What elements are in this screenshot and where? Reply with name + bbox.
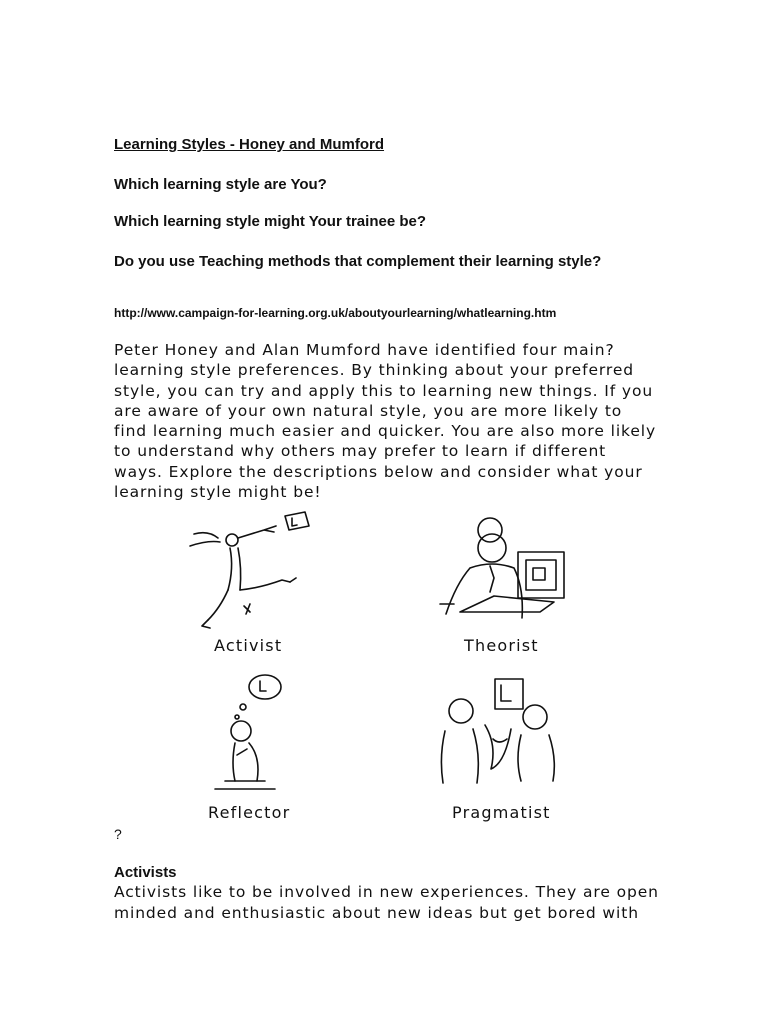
reflector-illustration <box>205 665 295 795</box>
pragmatist-caption: Pragmatist <box>452 803 551 822</box>
question-2: Which learning style might Your trainee be? <box>114 213 426 230</box>
document-title: Learning Styles - Honey and Mumford <box>114 136 385 153</box>
theorist-illustration <box>430 508 600 628</box>
intro-paragraph: Peter Honey and Alan Mumford have identified four main?learning style preferences. By thinking about your preferred style, you can try and apply this to learning new things. If you are aware of your own natural style, you are more likely to find learning much easier and quicker. You are also more likely to understand why others may prefer to learn if different ways. Explore the descriptions below and consider what your learning style might be! <box>114 341 657 502</box>
activist-caption: Activist <box>214 636 283 655</box>
activists-heading: Activists <box>114 864 177 881</box>
source-url[interactable]: http://www.campaign-for-learning.org.uk/aboutyourlearning/whatlearning.htm <box>114 306 557 320</box>
pragmatist-illustration <box>435 675 565 790</box>
stray-question-mark: ? <box>114 826 122 842</box>
activists-paragraph: Activists like to be involved in new experiences. They are open minded and enthusiastic about new ideas but get bored with <box>114 883 659 922</box>
question-1: Which learning style are You? <box>114 176 327 193</box>
reflector-caption: Reflector <box>208 803 291 822</box>
theorist-caption: Theorist <box>464 636 539 655</box>
activist-illustration <box>180 508 320 633</box>
question-3: Do you use Teaching methods that complement their learning style? <box>114 253 602 270</box>
